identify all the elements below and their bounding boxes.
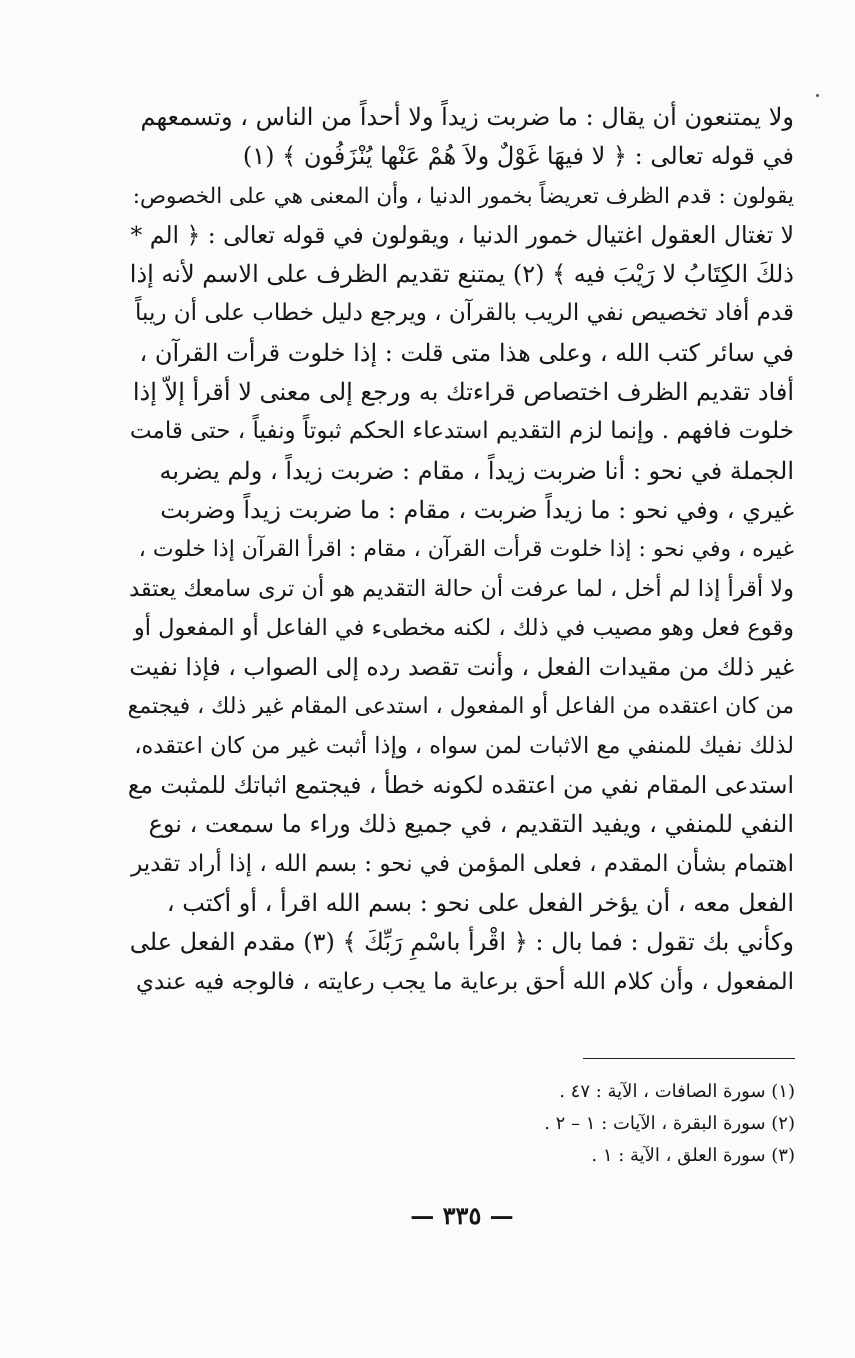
text-line: النفي للمنفي ، ويفيد التقديم ، في جميع ذلك وراء ما سمعت ، نوع (148, 810, 794, 839)
text-line: الجملة في نحو : أنا ضربت زيداً ، مقام : ضربت زيداً ، ولم يضربه (159, 456, 794, 485)
footnote-divider (583, 1058, 795, 1059)
footnote-3: (٣) سورة العلق ، الآية : ١ . (591, 1145, 795, 1166)
scan-speck (816, 94, 819, 97)
text-line: ولا أقرأ إذا لم أخل ، لما عرفت أن حالة التقديم هو أن ترى سامعك يعتقد (129, 575, 794, 602)
page-number: — ٣٣٥ — (410, 1201, 514, 1230)
text-line: غيره ، وفي نحو : إذا خلوت قرأت القرآن ، مقام : اقرأ القرآن إذا خلوت ، (138, 537, 794, 563)
text-line: ذلكَ الكِتَابُ لا رَيْبَ فيه ﴾ (٢) يمتنع تقديم الظرف على الاسم لأنه إذا (129, 260, 794, 289)
text-line: في قوله تعالى : ﴿ لا فيهَا غَوْلٌ ولاَ هُمْ عَنْها يُنْزَفُون ﴾ (١) (242, 142, 794, 171)
text-line: اهتمام بشأن المقدم ، فعلى المؤمن في نحو : بسم الله ، إذا أراد تقدير (131, 850, 794, 877)
text-line: أفاد تقديم الظرف اختصاص قراءتك به ورجع إلى معنى لا أقرأ إلاّ إذا (132, 378, 794, 407)
text-line: استدعى المقام نفي من اعتقده لكونه خطأ ، فيجتمع اثباتك للمثبت مع (127, 771, 794, 800)
text-line: غيري ، وفي نحو : ما زيداً ضربت ، مقام : ما ضربت زيداً وضربت (160, 495, 794, 524)
text-line: المفعول ، وأن كلام الله أحق برعاية ما يجب رعايته ، فالوجه فيه عندي (135, 968, 794, 995)
text-line: الفعل معه ، أن يؤخر الفعل على نحو : بسم الله اقرأ ، أو أكتب ، (166, 888, 794, 917)
text-line: خلوت فافهم . وإنما لزم التقديم استدعاء الحكم ثبوتاً ونفياً ، حتى قامت (129, 418, 794, 445)
text-line: قدم أفاد تخصيص نفي الريب بالقرآن ، ويرجع دليل خطاب على أن ريباً (135, 300, 794, 327)
text-line: من كان اعتقده من الفاعل أو المفعول ، استدعى المقام غير ذلك ، فيجتمع (127, 694, 794, 720)
footnotes (420, 1076, 795, 1172)
footnote-2: (٢) سورة البقرة ، الآيات : ١ – ٢ . (544, 1113, 795, 1134)
text-line: لا تغتال العقول اغتيال خمور الدنيا ، ويقولون في قوله تعالى : ﴿ الم * (130, 220, 794, 249)
text-line: يقولون : قدم الظرف تعريضاً بخمور الدنيا ، وأن المعنى هي على الخصوص: (132, 183, 794, 209)
text-line: وقوع فعل وهو مصيب في ذلك ، لكنه مخطىء في الفاعل أو المفعول أو (133, 614, 794, 641)
text-line: ولا يمتنعون أن يقال : ما ضربت زيداً ولا أحداً من الناس ، وتسمعهم (140, 103, 794, 131)
text-line: غير ذلك من مقيدات الفعل ، وأنت تقصد رده إلى الصواب ، فإذا نفيت (129, 653, 794, 682)
text-line: لذلك نفيك للمنفي مع الاثبات لمن سواه ، وإذا أثبت غير من كان اعتقده، (134, 732, 794, 759)
text-line: في سائر كتب الله ، وعلى هذا متى قلت : إذا خلوت قرأت القرآن ، (139, 338, 794, 367)
text-line: وكأني بك تقول : فما بال : ﴿ اقْرأ باسْمِ رَبِّكَ ﴾ (٣) مقدم الفعل على (129, 928, 794, 957)
main-text-block (126, 98, 794, 1002)
footnote-1: (١) سورة الصافات ، الآية : ٤٧ . (559, 1081, 795, 1102)
